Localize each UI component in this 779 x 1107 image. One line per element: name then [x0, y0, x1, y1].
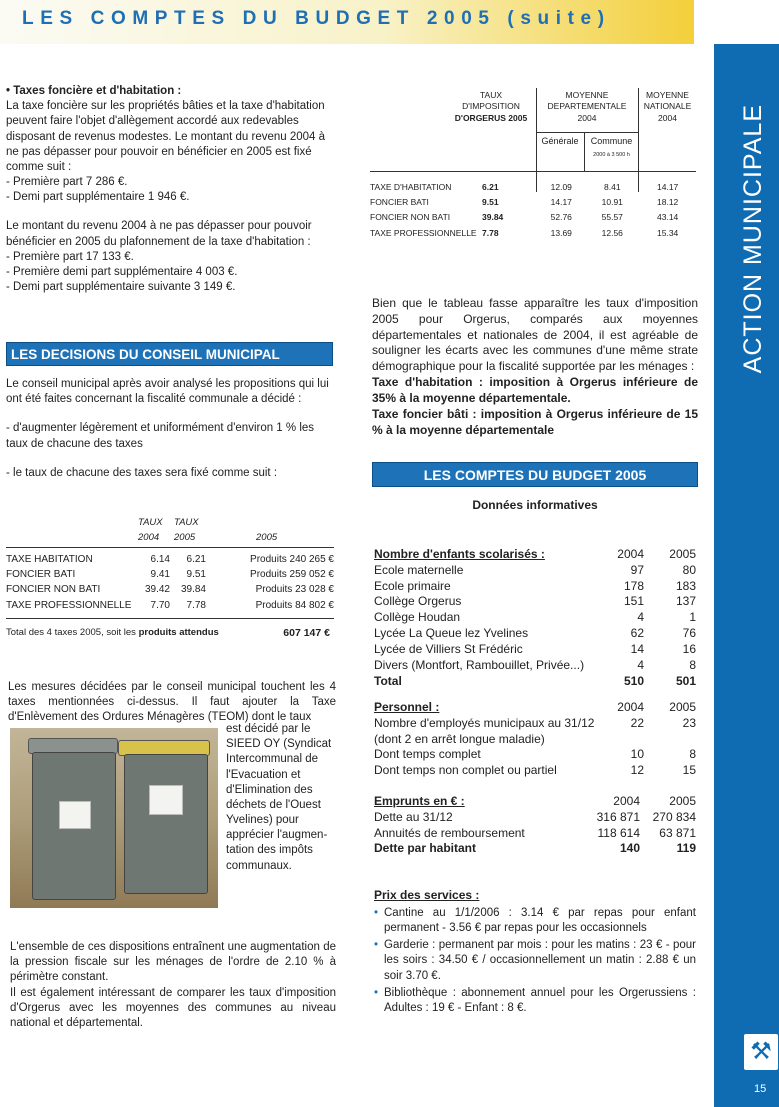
- taxes-section: [6, 84, 334, 295]
- prix-block: [374, 888, 696, 1016]
- rate-2005: 7.78: [186, 599, 206, 611]
- conclusion-paragraph-2: Il est également intéressant de comparer les taux d'imposition d'Orgerus avec les moyennes des communes au niveau national et départemental.: [10, 986, 336, 1029]
- rate-generale: 13.69: [550, 227, 572, 238]
- bin: [32, 752, 116, 900]
- value-2004: 316 871: [596, 809, 640, 824]
- budget-subheading: Données informatives: [472, 498, 598, 512]
- rate-generale: 14.17: [550, 197, 572, 208]
- table-row: [374, 658, 696, 674]
- conclusion-paragraph-1: L'ensemble de ces dispositions entraînent une augmentation de la pression fiscale sur les ménages de l'ordre de 2.10 % à périmètre constant.: [10, 941, 336, 984]
- rate-2005: 6.21: [186, 554, 206, 565]
- year-2004: 2004: [617, 547, 644, 561]
- rate-2004: 39.42: [144, 584, 170, 596]
- header-line: DEPARTEMENTALE: [547, 101, 627, 112]
- comparison-highlight-1: Taxe d'habitation : imposition à Orgerus inférieure de 35% à la moyenne départementale.: [372, 375, 698, 405]
- conclusion-section: [10, 940, 336, 1031]
- header-line: TAUX: [479, 90, 503, 100]
- taxes-paragraph-1: La taxe foncière sur les propriétés bâties et la taxe d'habitation peuvent faire l'objet d'allègement accordé aux redevables disposant de revenus modestes. Le montant du revenu 2004 à ne pas dépasser pour pouvoir en bénéficier en 2005 est fixé comme suit :: [6, 100, 326, 173]
- table-row: [374, 642, 696, 658]
- bin: [124, 754, 208, 894]
- teom-line: déchets de l'Ouest: [226, 798, 321, 811]
- row-name: Dont temps complet: [374, 747, 481, 762]
- produits: Produits 240 265 €: [250, 554, 334, 565]
- prix-item: Garderie : permanent par mois : pour les matins : 23 € - pour les soirs : 34.50 € / occasionnellement un matin : 2.88 € un soir 3.70 €.: [384, 939, 696, 982]
- col-header-taux: TAUX: [138, 517, 163, 528]
- rate-commune: 8.41: [604, 182, 621, 192]
- prix-title: Prix des services :: [374, 888, 480, 902]
- row-name: Dette au 31/12: [374, 809, 453, 824]
- row-name: Collège Houdan: [374, 610, 461, 625]
- year-2004: 2004: [617, 700, 644, 714]
- rate-2004: 6.14: [150, 554, 170, 565]
- value-2004: 22: [630, 715, 644, 730]
- value-2005: 23: [682, 715, 696, 730]
- taxes-item: - Première demi part supplémentaire 4 003 €.: [6, 265, 238, 278]
- value-2005: 119: [676, 841, 696, 856]
- value-2004: 4: [637, 657, 644, 672]
- value-2004: 140: [619, 841, 640, 856]
- row-name: TAXE PROFESSIONNELLE: [370, 227, 477, 238]
- rate-nationale: 15.34: [657, 227, 679, 238]
- value-2004: 97: [630, 562, 644, 577]
- row-name: Dette par habitant: [374, 841, 477, 856]
- comparison-commentary: [372, 296, 698, 438]
- total-row: [6, 627, 334, 645]
- table-row: [374, 579, 696, 595]
- row-name: Lycée de Villiers St Frédéric: [374, 641, 523, 656]
- value-2004: 151: [623, 594, 644, 609]
- comparison-text: Bien que le tableau fasse apparaître les taux d'imposition 2005 pour Orgerus, comparés aux moyennes départementales et nationales de 2004, il est agréable de souligner les écarts avec les communes d'une même strate démographique pour la fiscalité supportée par les ménages :: [372, 296, 698, 374]
- header-line: MOYENNE: [646, 90, 689, 100]
- value-2004: 12: [630, 763, 644, 778]
- bin-sticker: [59, 801, 91, 829]
- teom-line: est décidé par le: [226, 723, 311, 735]
- decisions-section: [6, 377, 334, 481]
- budget-heading: LES COMPTES DU BUDGET 2005: [372, 462, 698, 487]
- list-item: [374, 986, 696, 1016]
- row-name: Ecole maternelle: [374, 562, 464, 577]
- rooster-logo: [744, 1034, 778, 1070]
- header-line: 2004: [658, 112, 677, 123]
- comparison-highlight-2: Taxe foncier bâti : imposition à Orgerus inférieure de 15 % à la moyenne départementale: [372, 406, 698, 437]
- rate-nationale: 14.17: [657, 182, 679, 192]
- enfants-block: [374, 547, 696, 689]
- prix-item: Cantine au 1/1/2006 : 3.14 € par repas pour enfant permanent - 3.56 € par repas pour les occasionnels: [384, 906, 696, 934]
- table-row: [6, 598, 334, 613]
- col-header-produits-2005: 2005: [256, 532, 278, 543]
- year-2005: 2005: [669, 700, 696, 714]
- col-header-generale: Générale: [541, 136, 579, 146]
- rate-nationale: 18.12: [657, 197, 679, 208]
- row-name: Total: [374, 673, 402, 688]
- bullet-icon: •: [374, 939, 379, 952]
- produits: Produits 84 802 €: [255, 599, 334, 611]
- personnel-title: Personnel :: [374, 700, 440, 714]
- col-header-2004: 2004: [138, 532, 160, 543]
- row-name: TAXE PROFESSIONNELLE: [6, 599, 132, 611]
- value-2005: 8: [689, 657, 696, 672]
- rate-2004: 9.41: [150, 569, 170, 581]
- page-title: LES COMPTES DU BUDGET 2005 (suite): [22, 8, 611, 29]
- value-2005: 137: [675, 594, 696, 609]
- decisions-paragraph-1: Le conseil municipal après avoir analysé les propositions qui lui ont été faites concernant la fiscalité communale a décidé :: [6, 378, 329, 406]
- value-2004: 62: [630, 626, 644, 641]
- rate-orgerus: 9.51: [482, 197, 499, 208]
- rate-commune: 10.91: [601, 197, 623, 208]
- col-header-orgerus: [452, 90, 530, 124]
- teom-line: tation des impôts: [226, 844, 313, 857]
- section-title: ACTION MUNICIPALE: [739, 104, 767, 374]
- emprunts-title: Emprunts en € :: [374, 794, 465, 808]
- rooster-icon: ⚒: [750, 1038, 772, 1065]
- prix-item: Bibliothèque : abonnement annuel pour les Orgerussiens : Adultes : 19 € - Enfant : 8 €.: [384, 986, 696, 1014]
- value-2004: 510: [623, 673, 644, 688]
- rate-2005: 39.84: [180, 584, 206, 596]
- value-2005: 1: [689, 610, 696, 625]
- produits: Produits 259 052 €: [250, 569, 334, 581]
- bullet-icon: •: [374, 986, 379, 999]
- personnel-block: [374, 700, 696, 779]
- decisions-paragraph-3: - le taux de chacune des taxes sera fixé comme suit :: [6, 466, 278, 479]
- row-name: Divers (Montfort, Rambouillet, Privée...): [374, 657, 585, 672]
- rate-generale: 52.76: [550, 212, 572, 223]
- total-label: Total des 4 taxes 2005, soit les: [6, 626, 139, 638]
- rate-commune: 12.56: [601, 227, 623, 238]
- row-note: (dont 2 en arrêt longue maladie): [374, 731, 545, 746]
- year-2005: 2005: [669, 794, 696, 808]
- section-sidebar: [714, 44, 779, 1107]
- table-row: [374, 826, 696, 842]
- table-row: [374, 810, 696, 826]
- value-2005: 76: [682, 626, 696, 641]
- header-banner: [0, 0, 694, 44]
- emprunts-block: [374, 794, 696, 857]
- value-2005: 183: [675, 578, 696, 593]
- table-row: [374, 747, 696, 763]
- rate-2005: 9.51: [186, 569, 206, 581]
- header-line: NATIONALE: [643, 101, 692, 112]
- table-row: [374, 732, 696, 748]
- produits: Produits 23 028 €: [255, 584, 334, 596]
- taxes-item: - Demi part supplémentaire suivante 3 149 €.: [6, 281, 236, 294]
- value-2004: 118 614: [597, 825, 640, 840]
- table-row: [374, 716, 696, 732]
- table-row: [374, 626, 696, 642]
- bullet-icon: •: [374, 906, 379, 919]
- value-2005: 16: [682, 641, 696, 656]
- teom-line: apprécier l'augmen-: [226, 829, 328, 842]
- list-item: [374, 938, 696, 984]
- row-name: Annuités de remboursement: [374, 825, 525, 840]
- rate-2004: 7.70: [150, 599, 170, 611]
- row-name: Collège Orgerus: [374, 594, 462, 609]
- rate-generale: 12.09: [550, 182, 572, 192]
- rate-nationale: 43.14: [657, 212, 679, 223]
- decisions-heading: LES DECISIONS DU CONSEIL MUNICIPAL: [6, 342, 333, 366]
- col-header-2005: 2005: [174, 532, 196, 543]
- table-row: [370, 226, 696, 241]
- value-2005: 15: [682, 763, 696, 778]
- col-header-commune: Commune: [590, 136, 633, 146]
- row-name: FONCIER BATI: [6, 569, 76, 581]
- value-2004: 10: [630, 747, 644, 762]
- row-name: Dont temps non complet ou partiel: [374, 763, 557, 778]
- teom-line: l'Evacuation et: [226, 768, 301, 781]
- list-item: [374, 906, 696, 936]
- page-number: 15: [754, 1083, 767, 1095]
- teom-line: Intercommunal de: [226, 753, 319, 766]
- value-2005: 63 871: [659, 825, 696, 840]
- value-2004: 4: [637, 610, 644, 625]
- value-2005: 270 834: [652, 809, 696, 824]
- bin-sticker: [149, 785, 183, 815]
- comparison-table: [370, 88, 696, 241]
- header-line: 2004: [577, 112, 597, 123]
- taxes-paragraph-2: Le montant du revenu 2004 à ne pas dépasser pour pouvoir bénéficier en 2005 du plafonnement de la taxe d'habitation :: [6, 220, 312, 248]
- row-name: FONCIER NON BATI: [6, 584, 101, 596]
- total-row: [374, 674, 696, 690]
- table-row: [374, 594, 696, 610]
- row-name: FONCIER NON BATI: [370, 212, 451, 223]
- col-header-taux: TAUX: [174, 517, 199, 528]
- row-name: Lycée La Queue lez Yvelines: [374, 626, 529, 641]
- table-row: [374, 763, 696, 779]
- value-2004: 14: [630, 641, 644, 656]
- header-line: D'ORGERUS 2005: [454, 112, 528, 123]
- rates-table: [6, 515, 334, 645]
- header-line: D'IMPOSITION: [462, 101, 520, 112]
- table-row: [374, 610, 696, 626]
- teom-line: Yvelines) pour: [226, 814, 299, 827]
- row-name: Nombre d'employés municipaux au 31/12: [374, 715, 595, 730]
- table-row: [6, 552, 334, 567]
- taxes-heading: • Taxes foncière et d'habitation :: [6, 85, 182, 97]
- year-2005: 2005: [669, 547, 696, 561]
- value-2005: 80: [682, 562, 696, 577]
- table-row: [6, 582, 334, 597]
- teom-line: d'Elimination des: [226, 783, 313, 796]
- commune-strate-note: 2000 à 3 500 h: [593, 152, 630, 158]
- enfants-title: Nombre d'enfants scolarisés :: [374, 547, 545, 561]
- year-2004: 2004: [613, 794, 640, 808]
- row-name: TAXE D'HABITATION: [370, 182, 452, 192]
- rate-orgerus: 7.78: [482, 227, 499, 238]
- teom-line: SIEED OY (Syndicat: [226, 738, 332, 751]
- value-2004: 178: [623, 578, 644, 593]
- row-name: TAXE HABITATION: [6, 554, 93, 565]
- taxes-item: - Première part 7 286 €.: [6, 176, 128, 189]
- total-value: 607 147 €: [283, 626, 330, 639]
- table-row: [370, 195, 696, 210]
- value-2005: 501: [675, 673, 696, 688]
- table-row: [370, 210, 696, 225]
- row-name: FONCIER BATI: [370, 197, 429, 208]
- value-2005: 8: [689, 747, 696, 762]
- row-name: Ecole primaire: [374, 578, 451, 593]
- rate-orgerus: 6.21: [482, 182, 499, 192]
- col-header-departementale: [537, 90, 637, 124]
- taxes-item: - Première part 17 133 €.: [6, 250, 134, 263]
- decisions-paragraph-2: - d'augmenter légèrement et uniformément d'environ 1 % les taux de chacune des taxes: [6, 422, 315, 450]
- table-row: [374, 563, 696, 579]
- col-header-nationale: [639, 90, 696, 124]
- rate-commune: 55.57: [601, 212, 623, 223]
- teom-paragraph: Les mesures décidées par le conseil municipal touchent les 4 taxes mentionnées ci-dessus. Il faut ajouter la Taxe d'Enlèvement des Ordures Ménagères (TEOM) dont le taux: [8, 681, 336, 724]
- table-row: [6, 567, 334, 582]
- total-row: [374, 841, 696, 857]
- rate-orgerus: 39.84: [482, 212, 504, 223]
- header-line: MOYENNE: [565, 90, 609, 100]
- total-label-bold: produits attendus: [138, 626, 219, 638]
- teom-continued: [226, 722, 336, 874]
- taxes-item: - Demi part supplémentaire 1 946 €.: [6, 191, 190, 204]
- teom-line: communaux.: [226, 859, 292, 872]
- trash-bins-photo: [10, 728, 218, 908]
